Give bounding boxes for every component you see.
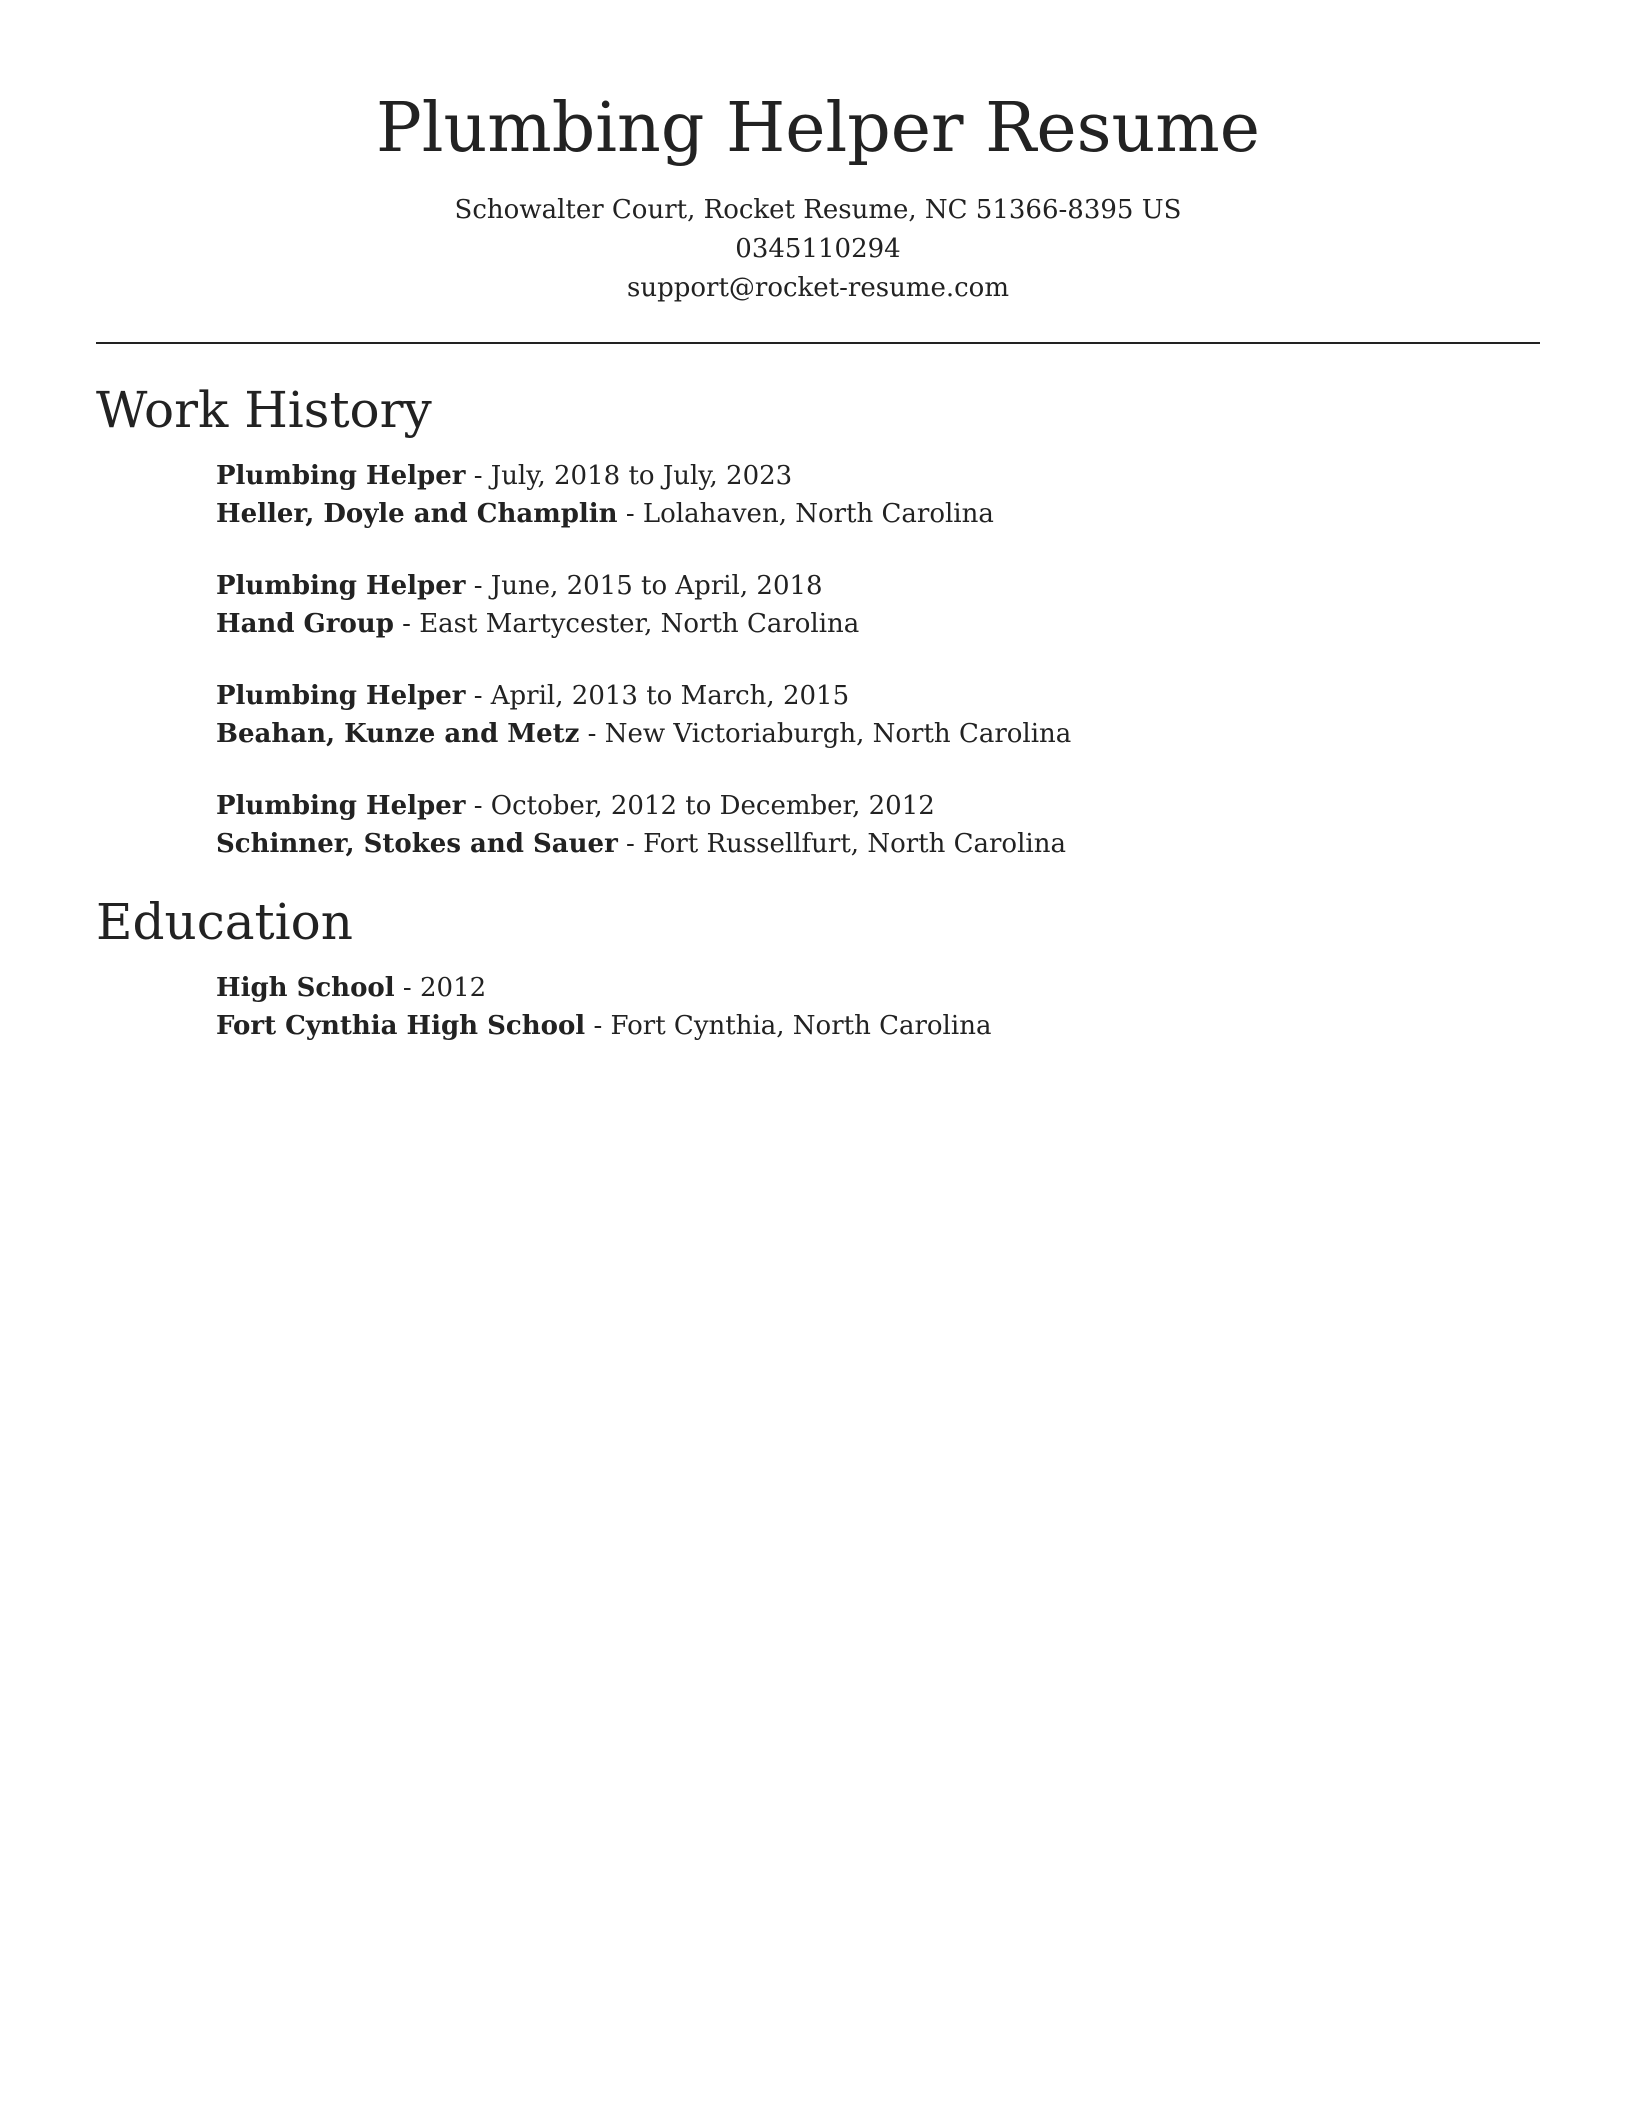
separator: -	[465, 461, 491, 491]
education-entry-title-line	[216, 969, 1516, 1007]
education-list	[216, 969, 1516, 1079]
work-entry-location: Lolahaven, North Carolina	[642, 499, 994, 529]
work-entry	[216, 677, 1516, 753]
work-entry-title-line	[216, 567, 1516, 605]
work-entry-dates: July, 2018 to July, 2023	[490, 461, 793, 491]
education-degree: High School	[216, 973, 395, 1003]
education-entry-school-line	[216, 1007, 1516, 1045]
header-divider	[96, 342, 1540, 344]
work-entry-employer-line	[216, 605, 1516, 643]
work-entry-employer: Hand Group	[216, 609, 394, 639]
work-entry-role: Plumbing Helper	[216, 681, 466, 711]
separator: -	[393, 609, 420, 639]
work-entry-location: East Martycester, North Carolina	[419, 609, 860, 639]
work-entry-role: Plumbing Helper	[216, 791, 466, 821]
education-school: Fort Cynthia High School	[216, 1011, 586, 1041]
contact-phone: 0345110294	[735, 234, 901, 264]
education-heading: Education	[96, 893, 353, 951]
separator: -	[394, 973, 420, 1003]
work-entry-role: Plumbing Helper	[216, 571, 466, 601]
separator: -	[617, 499, 643, 529]
education-entry	[216, 969, 1516, 1045]
work-entry-dates: June, 2015 to April, 2018	[490, 571, 823, 601]
work-entry-employer: Schinner, Stokes and Sauer	[216, 829, 618, 859]
resume-title: Plumbing Helper Resume	[375, 89, 1261, 168]
work-entry	[216, 457, 1516, 533]
contact-email: support@rocket-resume.com	[626, 273, 1009, 303]
work-entry-title-line	[216, 677, 1516, 715]
contact-info	[96, 191, 1540, 308]
separator: -	[465, 791, 491, 821]
separator: -	[617, 829, 644, 859]
education-year: 2012	[419, 973, 487, 1003]
work-entry-dates: October, 2012 to December, 2012	[490, 791, 935, 821]
work-history-list	[216, 457, 1516, 897]
work-entry	[216, 567, 1516, 643]
work-entry-employer-line	[216, 495, 1516, 533]
work-entry-location: New Victoriaburgh, North Carolina	[604, 719, 1072, 749]
work-entry-title-line	[216, 787, 1516, 825]
separator: -	[585, 1011, 611, 1041]
separator: -	[465, 681, 491, 711]
work-entry-title-line	[216, 457, 1516, 495]
work-entry-employer-line	[216, 715, 1516, 753]
work-entry-dates: April, 2013 to March, 2015	[490, 681, 850, 711]
work-entry-role: Plumbing Helper	[216, 461, 466, 491]
work-entry-employer: Heller, Doyle and Champlin	[216, 499, 618, 529]
separator: -	[465, 571, 491, 601]
separator: -	[579, 719, 605, 749]
work-entry	[216, 787, 1516, 863]
work-entry-employer-line	[216, 825, 1516, 863]
contact-address: Schowalter Court, Rocket Resume, NC 51366-8395 US	[454, 195, 1182, 225]
work-history-heading: Work History	[96, 381, 432, 439]
work-entry-employer: Beahan, Kunze and Metz	[216, 719, 580, 749]
education-location: Fort Cynthia, North Carolina	[610, 1011, 992, 1041]
work-entry-location: Fort Russellfurt, North Carolina	[643, 829, 1066, 859]
